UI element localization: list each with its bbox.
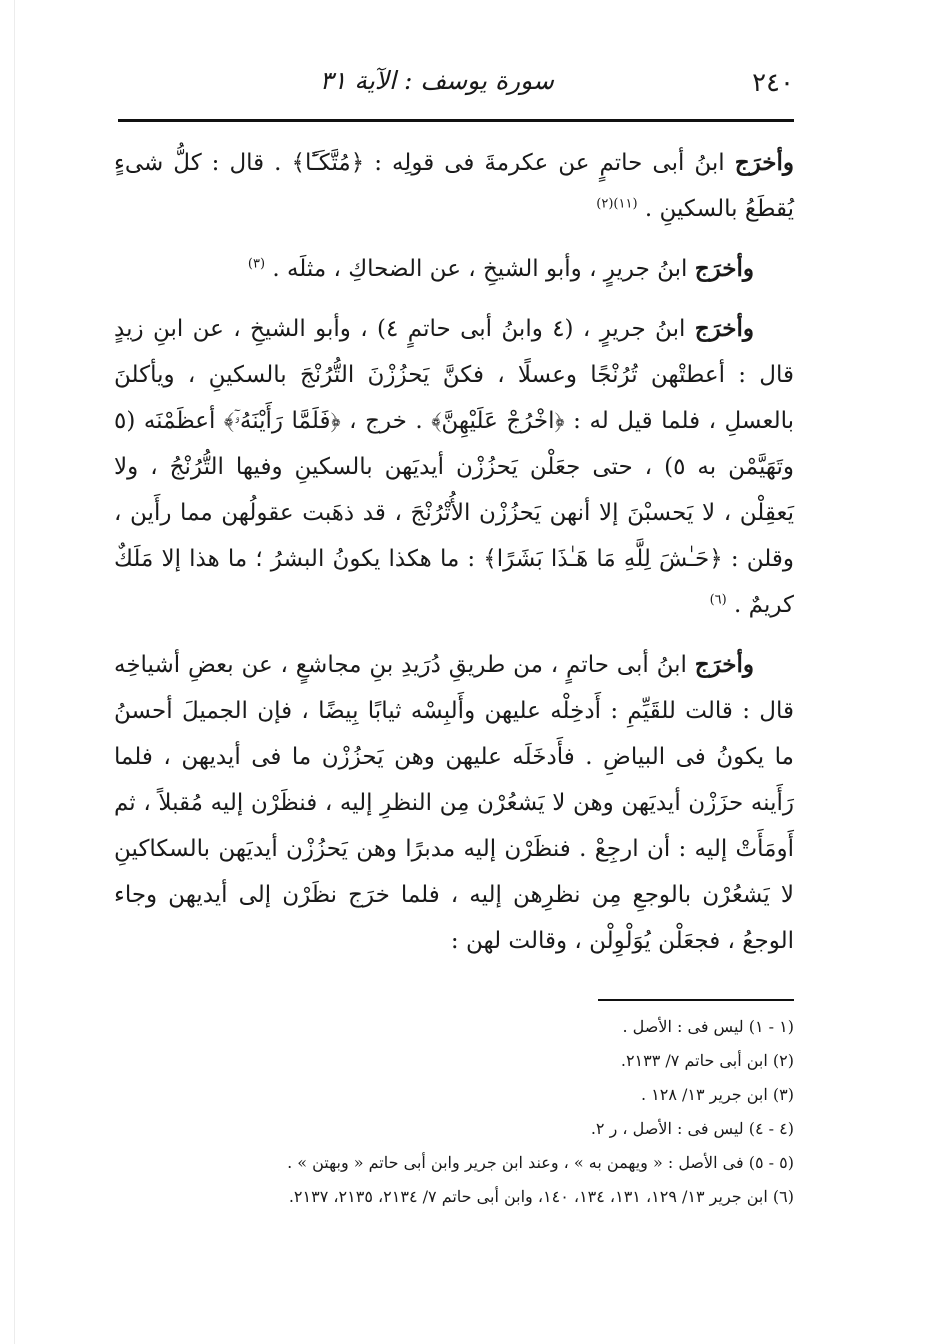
header-rule: [118, 119, 794, 122]
footnote-ref: (٦): [709, 592, 727, 608]
footnote-rule: [598, 999, 794, 1001]
running-title: سورة يوسف : الآية ٣١: [319, 66, 554, 95]
paragraph-text: ابنُ جريرٍ ، (٤ وابنُ أبى حاتمٍ ٤) ، وأبو الشيخِ ، عن ابنِ زيدٍ قال : أعطتْهن تُرُنْجًا وعسلًا ، فكنَّ يَحزُزْنَ التُّرُنْجَ بالسكينِ ، ويأكلنَ بالعسلِ ، فلما قيل له : ﴿اخْرُجْ عَلَيْهِنَّ﴾ . خرج ، ﴿فَلَمَّا رَأَيْنَهُۥٓ﴾ أعظَمْنَه (٥ وتَهَيَّمْن به ٥) ، حتى جعَلْن يَحزُزْن أيديَهن بالسكينِ وفيها التُّرُنْجُ ، ولا يَعقِلْن ، لا يَحسبْنَ إلا أنهن يَحزُزْن الأُتْرُنْجَ ، قد ذهَبت عقولُهن مما رأَين ، وقلن : ﴿حَـٰشَ لِلَّهِ مَا هَـٰذَا بَشَرًا﴾ : ما هكذا يكونُ البشرُ ؛ ما هذا إلا مَلَكٌ كريمٌ .: [114, 316, 794, 618]
footnote-ref: (٣): [247, 256, 266, 272]
footnotes: [100, 1010, 794, 1214]
paragraph-lead: وأخرَج: [734, 149, 794, 176]
page-number: ٢٤٠: [752, 68, 794, 98]
paragraph-lead: وأخرَج: [694, 315, 754, 342]
footnote-1: (١ - ١) ليس فى : الأصل .: [622, 1017, 794, 1036]
footnote-ref: (٢): [596, 196, 614, 212]
paragraph-text: ابنُ أبى حاتمٍ عن عكرمةَ فى قولِه : ﴿مُتَّكَـًٔا﴾ . قال : كلُّ شىءٍ يُقطَعُ بالسكينِ .: [114, 150, 794, 222]
paragraph-ibn-zayd: [114, 306, 794, 628]
paragraph-lead: وأخرَج: [694, 255, 754, 282]
paragraph-text: ابنُ أبى حاتمٍ ، من طريقِ دُرَيدِ بنِ مجاشعٍ ، عن بعضِ أشياخِه قال : قالت للقَيِّمِ : أَدخِلْه عليهن وأَلبِسْه ثيابًا بِيضًا ، فإن الجميلَ أحسنُ ما يكونُ فى البياضِ . فأَدخَلَه عليهن وهن يَحزُزْن ما فى أيديهن ، فلما رَأَينه حزَزْن أيديَهن وهن لا يَشعُرْن مِن النظرِ إليه ، فنظَرْن إليه مُقبلاً ، ثم أَومَأَتْ إليه : أن ارجِعْ . فنظَرْن إليه مدبرًا وهن يَحزُزْن أيديَهن بالسكاكينِ لا يَشعُرْن بالوجعِ مِن نظرِهن إليه ، فلما خرَج نظَرْن إلى أيديهن وجاء الوجعُ ، فجعَلْن يُوَلْوِلْن ، وقالت لهن :: [114, 652, 794, 954]
scan-edge-line: [14, 0, 15, 1344]
footnote-3: (٣) ابن جرير ١٣/ ١٢٨ .: [640, 1085, 794, 1104]
footnote-5: (٥ - ٥) فى الأصل : « ويهمن به » ، وعند ابن جرير وابن أبى حاتم « وبهتن » .: [287, 1153, 794, 1172]
footnote-4: (٤ - ٤) ليس فى : الأصل ، ر ٢.: [590, 1119, 794, 1138]
footnote-ref: ١): [613, 196, 633, 212]
paragraph-lead: وأخرَج: [694, 651, 754, 678]
page-header: [118, 66, 794, 116]
paragraph-text: ابنُ جريرٍ ، وأبو الشيخِ ، عن الضحاكِ ، مثلَه .: [272, 256, 695, 282]
paragraph-durayd: [114, 642, 794, 964]
footnote-2: (٢) ابن أبى حاتم ٧/ ٢١٣٣.: [620, 1051, 794, 1070]
footnote-ref: (١: [618, 196, 638, 212]
paragraph-ikrima: [114, 140, 794, 232]
paragraph-dahhak: [114, 246, 794, 292]
main-text: [114, 140, 794, 978]
footnote-6: (٦) ابن جرير ١٣/ ١٢٩، ١٣١، ١٣٤، ١٤٠، وابن أبى حاتم ٧/ ٢١٣٤، ٢١٣٥، ٢١٣٧.: [288, 1187, 794, 1206]
